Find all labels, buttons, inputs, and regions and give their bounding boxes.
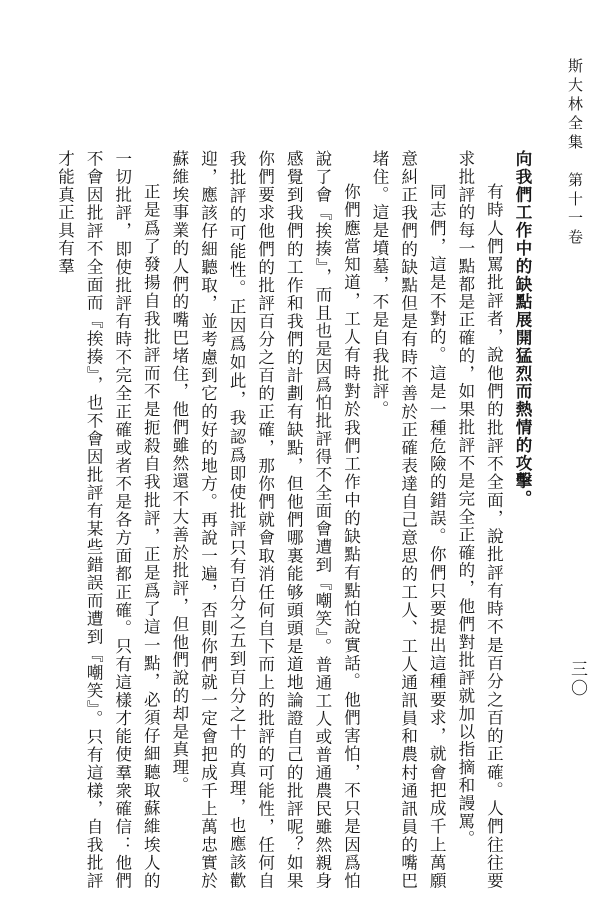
page-number: 三〇 <box>567 660 587 698</box>
body-text <box>55 150 536 890</box>
paragraph: 正是爲了發揚自我批評而不是扼殺自我批評，正是爲了這一點，必須仔細聽取蘇維埃人的一切批評，即使批評有時不完全正確或者不是各方面都正確。只有這樣才能使羣衆確信：他們不會因批評不全面而『挨揍』，也不會因批評有某些錯誤而遭到『嘲笑』。只有這樣，自我批評才能真正具有羣 <box>55 150 161 890</box>
paragraph: 同志們，這是不對的。這是一種危險的錯誤。你們只要提出這種要求，就會把成千上萬願意糾正我們的缺點但是有時不善於正確表達自己意思的工人、工人通訊員和農村通訊員的嘴巴堵住。這是墳墓，不是自我批評。 <box>370 150 447 890</box>
paragraph-heading: 向我們工作中的缺點展開猛烈而熱情的攻擊。 <box>513 150 532 508</box>
running-header <box>566 58 584 248</box>
running-title: 斯大林全集 第十一卷 <box>566 58 584 248</box>
paragraph: 有時人們罵批評者，說他們的批評不全面，說批評有時不是百分之百的正確。人們往往要求批評的每一點都是正確的，如果批評不是完全正確的，他們對批評就加以指摘和謾罵。 <box>455 150 504 890</box>
paragraph: 你們應當知道，工人有時對於我們工作中的缺點有點怕說實話。他們害怕，不只是因爲怕說了會『挨揍』，而且也是因爲怕批評得不全面會遭到『嘲笑』。普通工人或普通農民雖然親身感覺到我們的工作和我們的計劃有缺點，但他們哪裏能够頭頭是道地論證自己的批評呢？如果你們要求他們的批評百分之百的正確，那你們就會取消任何自下而上的批評的可能性，任何自我批評的可能性。正因爲如此，我認爲即使批評只有百分之五到百分之十的真理，也應該歡迎，應該仔細聽取，並考慮到它的好的地方。再說一遍，否則你們就一定會把成千上萬忠實於蘇維埃事業的人們的嘴巴堵住，他們雖然還不大善於批評，但他們說的却是真理。 <box>169 150 361 890</box>
